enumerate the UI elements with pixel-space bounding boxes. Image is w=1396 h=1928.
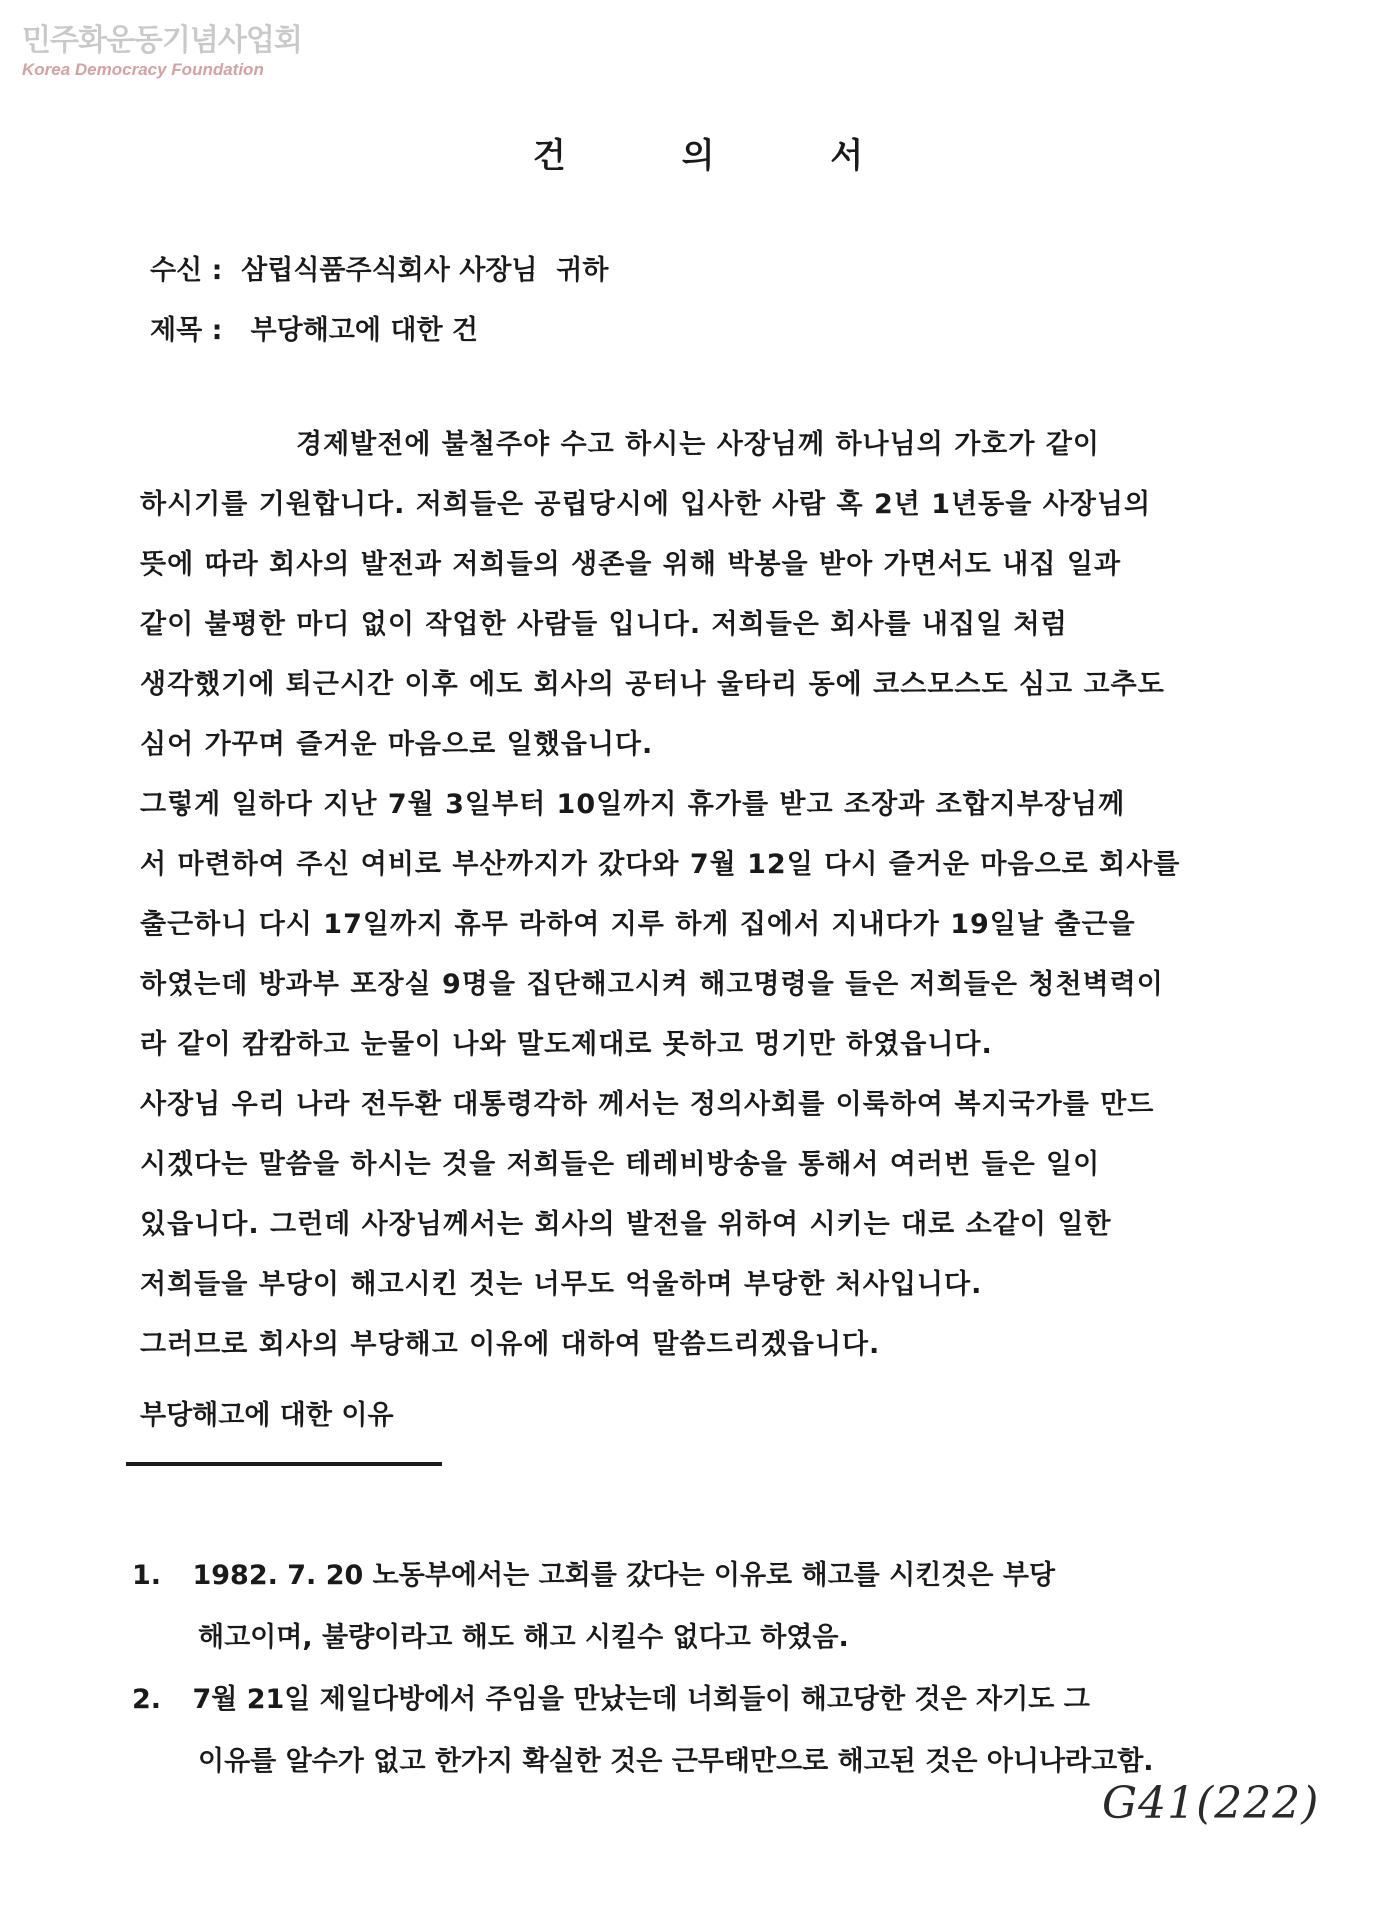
- reason-text: 1982. 7. 20 노동부에서는 고회를 갔다는 이유로 해고를 시킨것은 부당: [192, 1560, 1056, 1591]
- body-line: 하시기를 기원합니다. 저희들은 공립당시에 입사한 사람 혹 2년 1년동을 사장님의: [140, 489, 1152, 520]
- reason-continuation: 해고이며, 불량이라고 해도 해고 시킬수 없다고 하였음.: [198, 1622, 849, 1653]
- reason-continuation: 이유를 알수가 없고 한가지 확실한 것은 근무태만으로 해고된 것은 아니나라고함.: [198, 1746, 1154, 1777]
- body-line: 하였는데 방과부 포장실 9명을 집단해고시켜 해고명령을 들은 저희들은 청천벽력이: [140, 969, 1164, 1000]
- reason-number: 2.: [132, 1684, 162, 1715]
- body-line: 생각했기에 퇴근시간 이후 에도 회사의 공터나 울타리 동에 코스모스도 심고 고추도: [140, 669, 1165, 700]
- watermark-korean: 민주화운동기념사업회: [22, 23, 302, 58]
- reason-number: 1.: [132, 1560, 162, 1591]
- section-underline: [126, 1462, 442, 1466]
- handwritten-archive-number: G41(222): [1102, 1778, 1320, 1829]
- watermark-english: Korea Democracy Foundation: [22, 60, 264, 79]
- reasons-list: [132, 1545, 1312, 1793]
- body-line: 심어 가꾸며 즐거운 마음으로 일했읍니다.: [140, 729, 654, 760]
- body-line: 같이 불평한 마디 없이 작업한 사람들 입니다. 저희들은 회사를 내집일 처럼: [140, 609, 1068, 640]
- reason-text: 7월 21일 제일다방에서 주임을 만났는데 너희들이 해고당한 것은 자기도 그: [192, 1684, 1090, 1715]
- section-heading: 부당해고에 대한 이유: [140, 1400, 394, 1431]
- reason-item: [132, 1669, 1312, 1731]
- body-line: 있읍니다. 그런데 사장님께서는 회사의 발전을 위하여 시키는 대로 소같이 일한: [140, 1209, 1112, 1240]
- recipient-line: 수신 : 삼립식품주식회사 사장님 귀하: [150, 255, 609, 286]
- subject-line: 제목 : 부당해고에 대한 건: [150, 315, 479, 346]
- body-line: 저희들을 부당이 해고시킨 것는 너무도 억울하며 부당한 처사입니다.: [140, 1269, 983, 1300]
- document-title: 건 의 서: [532, 136, 916, 176]
- body-line: 뜻에 따라 회사의 발전과 저희들의 생존을 위해 박봉을 받아 가면서도 내집 일과: [140, 549, 1122, 580]
- watermark: [22, 22, 302, 80]
- body-line: 그렇게 일하다 지난 7월 3일부터 10일까지 휴가를 받고 조장과 조합지부장님께: [140, 789, 1126, 820]
- body-line: 시겠다는 말씀을 하시는 것을 저희들은 테레비방송을 통해서 여러번 들은 일이: [140, 1149, 1101, 1180]
- body-line: 라 같이 캄캄하고 눈물이 나와 말도제대로 못하고 멍기만 하였읍니다.: [140, 1029, 993, 1060]
- body-line: 출근하니 다시 17일까지 휴무 라하여 지루 하게 집에서 지내다가 19일날 출근을: [140, 909, 1136, 940]
- body-line: 사장님 우리 나라 전두환 대통령각하 께서는 정의사회를 이룩하여 복지국가를 만드: [140, 1089, 1155, 1120]
- body-paragraphs: [140, 415, 1290, 1375]
- body-line: 서 마련하여 주신 여비로 부산까지가 갔다와 7월 12일 다시 즐거운 마음으로 회사를: [140, 849, 1181, 880]
- body-line: 경제발전에 불철주야 수고 하시는 사장님께 하나님의 가호가 같이: [296, 429, 1101, 460]
- body-line: 그러므로 회사의 부당해고 이유에 대하여 말씀드리겠읍니다.: [140, 1329, 881, 1360]
- reason-item: [132, 1545, 1312, 1607]
